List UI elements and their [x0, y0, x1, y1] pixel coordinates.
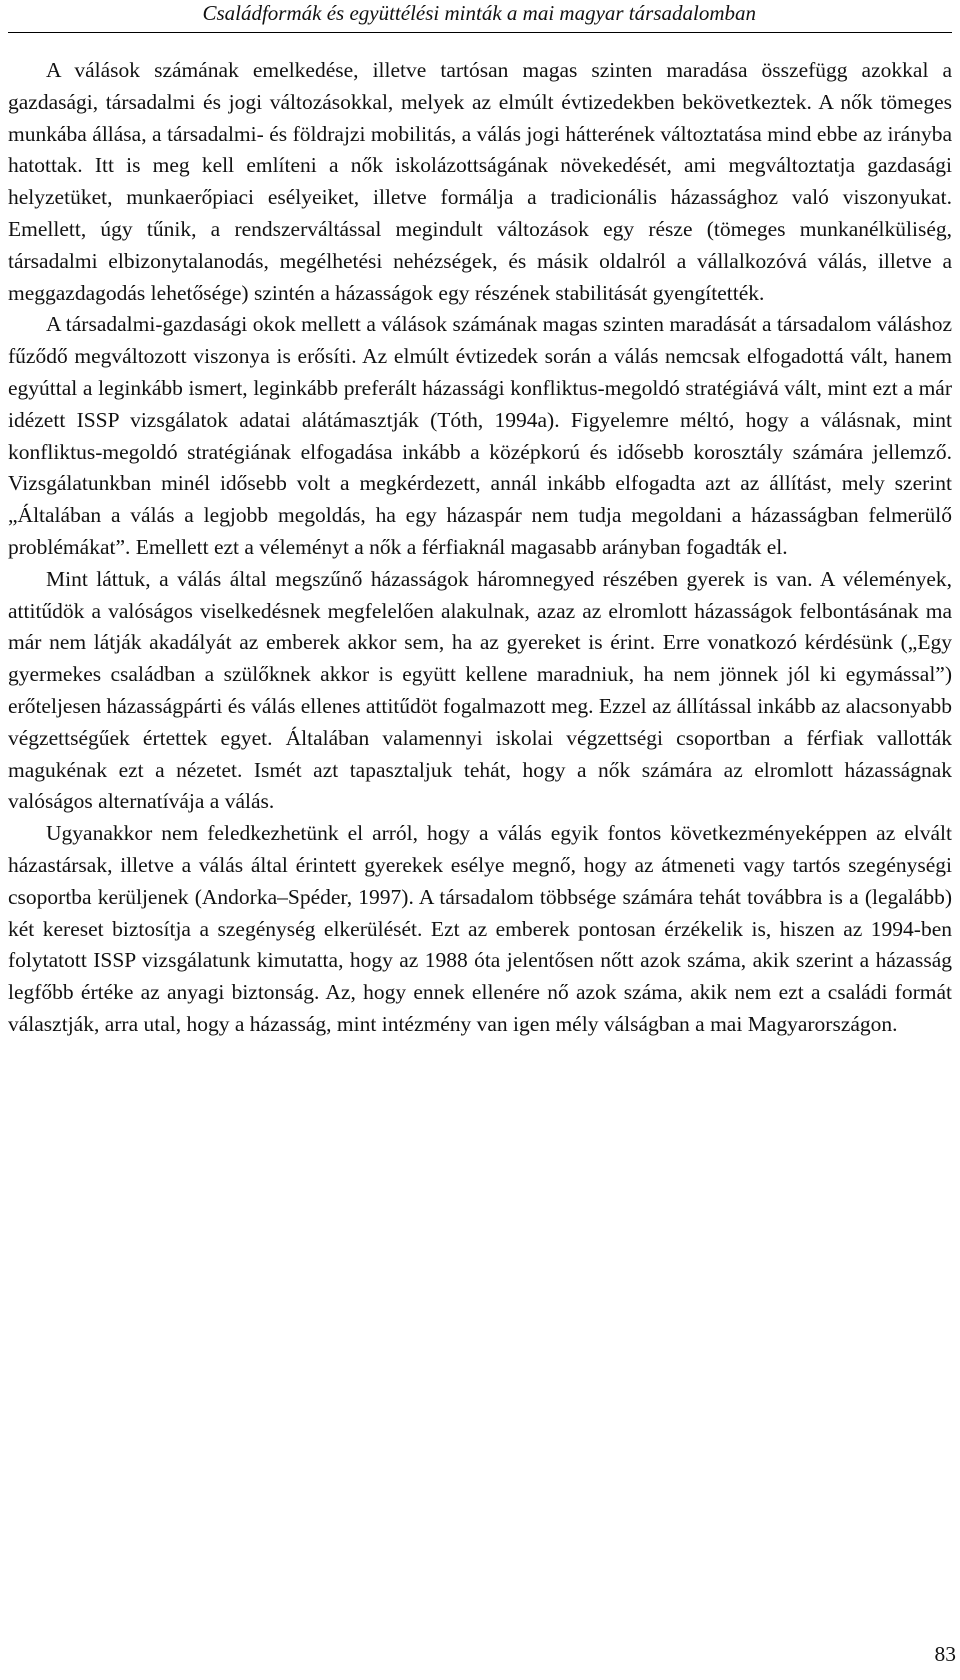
body-text [8, 55, 952, 1041]
running-header [8, 0, 952, 33]
page-number: 83 [934, 1642, 956, 1666]
paragraph: Ugyanakkor nem feledkezhetünk el arról, hogy a válás egyik fontos következményeképpen az elvált házastársak, illetve a válás által érintett gyerekek esélye megnő, hogy az átmeneti vagy tartós szegénységi csoportba kerüljenek (Andorka–Spéder, 1997). A társadalom többsége számára tehát továbbra is a (legalább) két kereset biztosítja a szegénység elkerülését. Ezt az emberek pontosan érzékelik is, hiszen az 1994-ben folytatott ISSP vizsgálatunk kimutatta, hogy az 1988 óta jelentősen nőtt azok száma, akik szerint a házasság legfőbb értéke az anyagi biztonság. Az, hogy ennek ellenére nő azok száma, akik nem ezt a családi formát választják, arra utal, hogy a házasság, mint intézmény van igen mély válságban a mai Magyarországon. [8, 821, 952, 1036]
paragraph: A válások számának emelkedése, illetve tartósan magas szinten maradása összefügg azokkal a gazdasági, társadalmi és jogi változásokkal, melyek az elmúlt évtizedekben bekövetkeztek. A nők tömeges munkába állása, a társadalmi- és földrajzi mobilitás, a válás jogi hátterének változtatása mind ebbe az irányba hatottak. Itt is meg kell említeni a nők iskolázottságának növekedését, ami megváltoztatja gazdasági helyzetüket, munkaerőpiaci esélyeiket, illetve formálja a tradicionális házassághoz való viszonyukat. Emellett, úgy tűnik, a rendszerváltással megindult változások egy része (tömeges munkanélküliség, társadalmi elbizonytalanodás, megélhetési nehézségek, és másik oldalról a vállalkozóvá válás, illetve a meggazdagodás lehetősége) szintén a házasságok egy részének stabilitását gyengítették. [8, 58, 952, 305]
paragraph: A társadalmi-gazdasági okok mellett a válások számának magas szinten maradását a társadalom váláshoz fűződő megváltozott viszonya is erősíti. Az elmúlt évtizedek során a válás nemcsak elfogadottá vált, hanem egyúttal a leginkább ismert, leginkább preferált házassági konfliktus-megoldó stratégiává vált, mint ezt a már idézett ISSP vizsgálatok adatai alátámasztják (Tóth, 1994a). Figyelemre méltó, hogy a válásnak, mint konfliktus-megoldó stratégiának elfogadása inkább a középkorú és idősebb korosztály számára jellemző. Vizsgálatunkban minél idősebb volt a megkérdezett, annál inkább elfogadta azt az állítást, mely szerint „Általában a válás a legjobb megoldás, ha egy házaspár nem tudja megoldani a házasságban felmerülő problémákat”. Emellett ezt a véleményt a nők a férfiaknál magasabb arányban fogadták el. [8, 312, 952, 559]
running-header-title: Családformák és együttélési minták a mai magyar társadalomban [202, 1, 756, 25]
paragraph: Mint láttuk, a válás által megszűnő házasságok háromnegyed részében gyerek is van. A vélemények, attitűdök a valóságos viselkedésnek megfelelően alakulnak, azaz az elromlott házasságok felbontásának ma már nem látják akadályát az emberek akkor sem, ha az gyereket is érint. Erre vonatkozó kérdésünk („Egy gyermekes családban a szülőknek akkor is együtt kellene maradniuk, ha nem jönnek jól ki egymással”) erőteljesen házasságpárti és válás ellenes attitűdöt fogalmazott meg. Ezzel az állítással inkább az alacsonyabb végzettségűek értettek egyet. Általában valamennyi iskolai végzettségi csoportban a férfiak vallották magukénak ezt a nézetet. Ismét azt tapasztaljuk tehát, hogy a nők számára az elromlott házasságnak valóságos alternatívája a válás. [8, 566, 952, 814]
